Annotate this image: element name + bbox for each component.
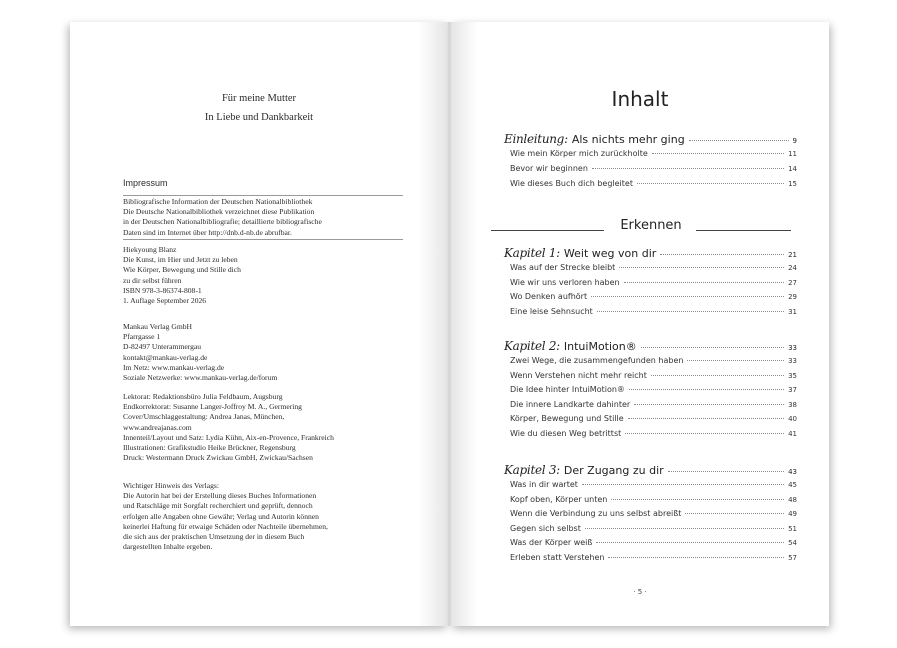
text-line: zu dir selbst führen — [123, 275, 182, 285]
dot-leader — [634, 404, 784, 405]
toc-entry — [510, 278, 797, 292]
toc-page-number: 33 — [788, 344, 797, 352]
text-line: D-82497 Unterammergau — [123, 342, 202, 352]
toc-entry — [510, 495, 797, 509]
toc-entry — [510, 149, 797, 163]
section-rule-left — [491, 230, 604, 231]
text-line: Illustrationen: Grafikstudio Heike Brückner, Regensburg — [123, 443, 296, 453]
toc-page-number: 29 — [788, 293, 797, 302]
toc-entry — [510, 164, 797, 178]
text-line: Die Autorin hat bei der Erstellung dieses Buches Informationen — [123, 491, 317, 501]
toc-page-number: 11 — [788, 150, 797, 158]
toc-page-number: 21 — [788, 251, 797, 259]
dedication — [70, 89, 448, 127]
toc-entry — [510, 371, 797, 385]
text-line: Pfarrgasse 1 — [123, 332, 161, 342]
dot-leader — [687, 360, 784, 361]
dot-leader — [619, 267, 784, 268]
text-line: in der Deutschen Nationalbibliografie; detaillierte bibliografische — [123, 217, 322, 227]
toc-page-number: 48 — [788, 495, 797, 504]
toc-label: Weit weg von dir — [563, 247, 657, 260]
toc-label: Eine leise Sehnsucht — [510, 306, 593, 316]
text-line: Wichtiger Hinweis des Verlags: — [123, 481, 219, 490]
text-line: kontakt@mankau-verlag.de — [123, 352, 208, 362]
toc-page-number: 49 — [788, 510, 797, 519]
text-line: Soziale Netzwerke: www.mankau-verlag.de/forum — [123, 373, 278, 383]
toc-entry — [510, 263, 797, 277]
toc-label: IntuiMotion® — [563, 340, 637, 353]
dot-leader — [629, 389, 784, 390]
page-number: · 5 · — [633, 588, 647, 596]
toc-page-number: 38 — [788, 400, 797, 409]
toc-label: Bevor wir beginnen — [510, 164, 588, 173]
text-line: erfolgen alle Angaben ohne Gewähr; Verlag und Autorin können — [123, 511, 319, 521]
toc-label: Wie mein Körper mich zurückholte — [510, 149, 648, 158]
publisher-notice — [123, 481, 413, 552]
toc-label: Was auf der Strecke bleibt — [510, 263, 616, 272]
toc-chapter — [504, 463, 797, 477]
section-heading — [491, 218, 791, 238]
section-title: Erkennen — [620, 218, 682, 233]
toc-page-number: 57 — [788, 554, 797, 562]
text-line: Die Kunst, im Hier und Jetzt zu leben — [123, 255, 238, 265]
toc-entry — [510, 480, 797, 494]
toc-chapter — [504, 132, 797, 146]
text-line: Druck: Westermann Druck Zwickau GmbH, Zwickau/Sachsen — [123, 453, 313, 463]
dot-leader — [592, 168, 784, 169]
dot-leader — [596, 542, 784, 543]
dot-leader — [660, 254, 784, 255]
text-line: keinerlei Haftung für etwaige Schäden oder Nachteile übernehmen, — [123, 521, 328, 531]
toc-entry — [510, 553, 797, 567]
chapter-prefix: Kapitel 2: — [504, 339, 560, 353]
publisher-info — [123, 322, 413, 383]
right-page-content — [451, 22, 829, 626]
text-line: Im Netz: www.mankau-verlag.de — [123, 362, 225, 372]
impressum-heading: Impressum — [123, 178, 168, 188]
divider — [123, 239, 403, 240]
toc-page-number: 45 — [788, 481, 797, 489]
toc-entry — [510, 356, 797, 370]
toc-page-number: 14 — [788, 165, 797, 173]
dot-leader — [689, 140, 789, 141]
toc-chapter — [504, 339, 797, 353]
toc-label: Wie wir uns verloren haben — [510, 277, 620, 287]
toc-page-number: 41 — [788, 430, 797, 438]
toc-page-number: 9 — [792, 137, 797, 145]
chapter-prefix: Kapitel 1: — [504, 246, 560, 260]
section-rule-right — [696, 230, 791, 231]
toc-label: Was der Körper weiß — [510, 538, 593, 548]
toc-page-number: 40 — [788, 415, 797, 424]
dot-leader — [637, 183, 784, 184]
dot-leader — [585, 528, 784, 529]
toc-page-number: 15 — [788, 180, 797, 188]
toc-label: Die Idee hinter IntuiMotion® — [510, 385, 625, 395]
dnb-notice — [123, 197, 413, 238]
text-line: Mankau Verlag GmbH — [123, 322, 193, 331]
toc-page-number: 33 — [788, 357, 797, 365]
toc-label: Erleben statt Verstehen — [510, 553, 605, 562]
toc-label: Wenn Verstehen nicht mehr reicht — [510, 370, 647, 380]
toc-page-number: 31 — [788, 307, 797, 316]
toc-entry — [510, 538, 797, 552]
dot-leader — [652, 153, 784, 154]
toc-label: Wo Denken aufhört — [510, 292, 588, 302]
dot-leader — [685, 513, 784, 514]
chapter-prefix: Einleitung: — [504, 132, 568, 146]
dot-leader — [582, 484, 784, 485]
toc-entry — [510, 385, 797, 399]
toc-label: Wenn die Verbindung zu uns selbst abreißt — [510, 509, 682, 519]
toc-label: Die innere Landkarte dahinter — [510, 399, 631, 409]
toc-entry — [510, 179, 797, 193]
toc-label: Der Zugang zu dir — [563, 464, 664, 477]
text-line: ISBN 978-3-86374-808-1 — [123, 285, 202, 295]
credits — [123, 392, 413, 463]
toc-label: Kopf oben, Körper unten — [510, 494, 608, 504]
toc-chapter — [504, 246, 797, 260]
toc-entry — [510, 307, 797, 321]
toc-title: Inhalt — [611, 87, 669, 111]
divider — [123, 195, 403, 196]
dot-leader — [624, 282, 784, 283]
text-line: Bibliografische Information der Deutschen Nationalbibliothek — [123, 197, 313, 206]
text-line: 1. Auflage September 2026 — [123, 296, 207, 306]
dot-leader — [641, 347, 784, 348]
dot-leader — [597, 311, 784, 312]
dot-leader — [608, 557, 784, 558]
toc-page-number: 24 — [788, 264, 797, 272]
toc-label: Wie du diesen Weg betrittst — [510, 429, 622, 438]
dot-leader — [625, 433, 784, 434]
dot-leader — [611, 499, 784, 500]
dot-leader — [668, 471, 784, 472]
dot-leader — [628, 418, 784, 419]
toc-entry — [510, 429, 797, 443]
book-info — [123, 245, 413, 306]
dedication-line: Für meine Mutter — [221, 93, 297, 104]
toc-label: Zwei Wege, die zusammengefunden haben — [510, 356, 684, 365]
text-line: www.andreajanas.com — [123, 422, 192, 432]
text-line: Wie Körper, Bewegung und Stille dich — [123, 265, 241, 275]
toc-entry — [510, 524, 797, 538]
toc-entry — [510, 400, 797, 414]
toc-page-number: 43 — [788, 468, 797, 476]
dot-leader — [651, 375, 784, 376]
toc-page-number: 37 — [788, 386, 797, 395]
left-page-content — [70, 22, 448, 626]
text-line: Die Deutsche Nationalbibliothek verzeichnet diese Publikation — [123, 207, 315, 217]
text-line: und Ratschläge mit Sorgfalt recherchiert und geprüft, dennoch — [123, 501, 313, 511]
text-line: Hiekyoung Blanz — [123, 245, 177, 254]
toc-label: Was in dir wartet — [510, 480, 578, 489]
toc-label: Gegen sich selbst — [510, 523, 581, 533]
text-line: Daten sind im Internet über http://dnb.d-nb.de abrufbar. — [123, 227, 292, 237]
toc-entry — [510, 292, 797, 306]
chapter-prefix: Kapitel 3: — [504, 463, 560, 477]
toc-page-number: 35 — [788, 371, 797, 380]
toc-label: Wie dieses Buch dich begleitet — [510, 179, 633, 188]
text-line: dargestellten Inhalte ergeben. — [123, 542, 213, 552]
toc-entry — [510, 509, 797, 523]
toc-page-number: 54 — [788, 539, 797, 548]
text-line: Innenteil/Layout und Satz: Lydia Kühn, Aix-en-Provence, Frankreich — [123, 432, 334, 442]
text-line: die sich aus der praktischen Umsetzung der in diesem Buch — [123, 532, 305, 542]
toc-label: Körper, Bewegung und Stille — [510, 414, 624, 424]
toc-label: Als nichts mehr ging — [571, 133, 685, 146]
text-line: Endkorrektorat: Susanne Langer-Joffroy M. A., Germering — [123, 402, 302, 412]
dot-leader — [591, 296, 784, 297]
text-line: Cover/Umschlaggestaltung: Andrea Janas, München, — [123, 412, 285, 422]
toc-page-number: 51 — [788, 524, 797, 533]
toc-page-number: 27 — [788, 278, 797, 287]
text-line: Lektorat: Redaktionsbüro Julia Feldbaum, Augsburg — [123, 392, 283, 401]
dedication-line: In Liebe und Dankbarkeit — [204, 112, 314, 123]
toc-entry — [510, 414, 797, 428]
